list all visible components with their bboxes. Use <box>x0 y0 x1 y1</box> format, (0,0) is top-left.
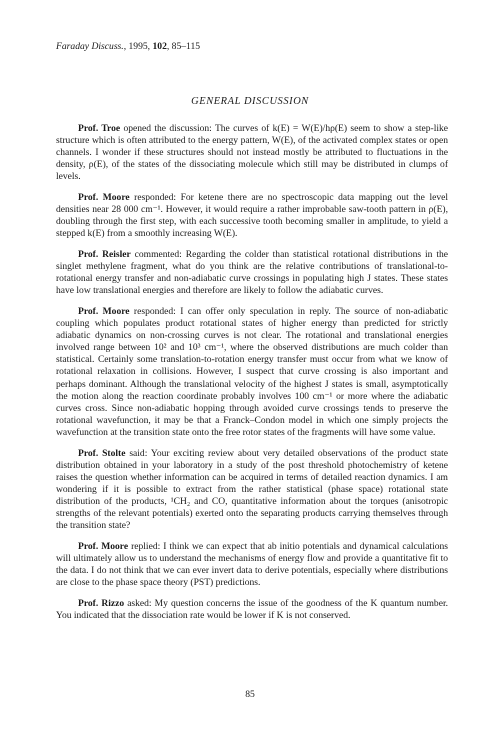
paragraph-moore-2 <box>56 306 448 439</box>
paragraph-reisler <box>56 249 448 297</box>
section-title: GENERAL DISCUSSION <box>191 96 309 107</box>
paragraph-text: commented: Regarding the colder than statistical rotational distributions in the singlet methylene fragment, what do you think are the relative contributions of translational-to-rotational energy transfer and non-adiabatic curve crossings in populating high J states. These states have low translational energies and therefore are likely to follow the adiabatic curves. <box>56 249 448 297</box>
speaker-name: Prof. Moore <box>78 540 129 552</box>
paragraph-moore-3 <box>56 541 448 589</box>
journal-year: , 1995, <box>123 41 153 52</box>
paragraph-moore-1 <box>56 192 448 240</box>
paragraph-text: said: Your exciting review about very detailed observations of the product state distribution obtained in your laboratory in a study of the post threshold photochemistry of ketene raises the question whether information can be acquired in terms of detailed reaction dynamics. I am wondering if it is possible to extract from the rather statistical (phase space) rotational state distribution of the products, ¹CH₂ and CO, quantitative information about the torques (anisotropic strengths of the relevant potentials) exerted onto the separating products carrying themselves through the transition state? <box>56 447 448 532</box>
speaker-name: Prof. Stolte <box>78 447 126 459</box>
paragraph-text: asked: My question concerns the issue of the goodness of the K quantum number. You indicated that the dissociation rate would be lower if K is not conserved. <box>56 597 448 621</box>
paragraph-text: replied: I think we can expect that ab initio potentials and dynamical calculations will ultimately allow us to understand the mechanisms of energy flow and provide a quantitative fit to the data. I do not think that we can ever invert data to derive potentials, especially where distributions are close to the phase space theory (PST) predictions. <box>56 540 448 589</box>
speaker-name: Prof. Reisler <box>78 249 131 261</box>
page-number: 85 <box>245 689 255 700</box>
paragraph-stolte <box>56 448 448 533</box>
speaker-name: Prof. Moore <box>78 306 130 317</box>
journal-volume: 102 <box>152 41 167 52</box>
paragraph-text: responded: I can offer only speculation in reply. The source of non-adiabatic coupling which populates product rotational states of higher energy than predicted for strictly adiabatic dynamics on non-crossing curves is not clear. The rotational and translational energies involved range between 10² and 10³ cm⁻¹, where the observed distributions are much colder than statistical. Certainly some translation-to-rotation energy transfer must occur from what we know of rotational relaxation in collisions. However, I suspect that curve crossing is also important and perhaps dominant. Although the translational velocity of the highest J states is small, asymptotically the motion along the reaction coordinate probably involves 100 cm⁻¹ or more where the adiabatic curves cross. Since non-adiabatic hopping through avoided curve crossings tends to preserve the rotational wavefunction, it may be that a Franck–Condon model in which one simply projects the wavefunction at the transition state onto the free rotor states of the fragments will have some value. <box>56 306 448 438</box>
discussion-body <box>56 123 448 631</box>
journal-reference <box>56 41 200 52</box>
speaker-name: Prof. Troe <box>78 123 121 134</box>
paragraph-rizzo <box>56 598 448 622</box>
journal-name: Faraday Discuss. <box>56 41 124 52</box>
paragraph-troe <box>56 123 448 183</box>
paragraph-text: opened the discussion: The curves of k(E) = W(E)/hρ(E) seem to show a step-like structure which is often attributed to the energy pattern, W(E), of the activated complex states or open channels. I wonder if these structures should not instead mostly be attributed to fluctuations in the density, ρ(E), of the states of the dissociating molecule which still may be distributed in clumps of levels. <box>56 123 449 183</box>
speaker-name: Prof. Rizzo <box>78 597 125 609</box>
speaker-name: Prof. Moore <box>78 192 130 204</box>
paragraph-text: responded: For ketene there are no spectroscopic data mapping out the level densities near 28 000 cm⁻¹. However, it would require a rather improbable saw-tooth pattern in ρ(E), doubling through the first step, with each successive tooth becoming smaller in amplitude, to yield a stepped k(E) from a smoothly increasing W(E). <box>56 192 448 240</box>
journal-pages: , 85–115 <box>166 41 201 52</box>
